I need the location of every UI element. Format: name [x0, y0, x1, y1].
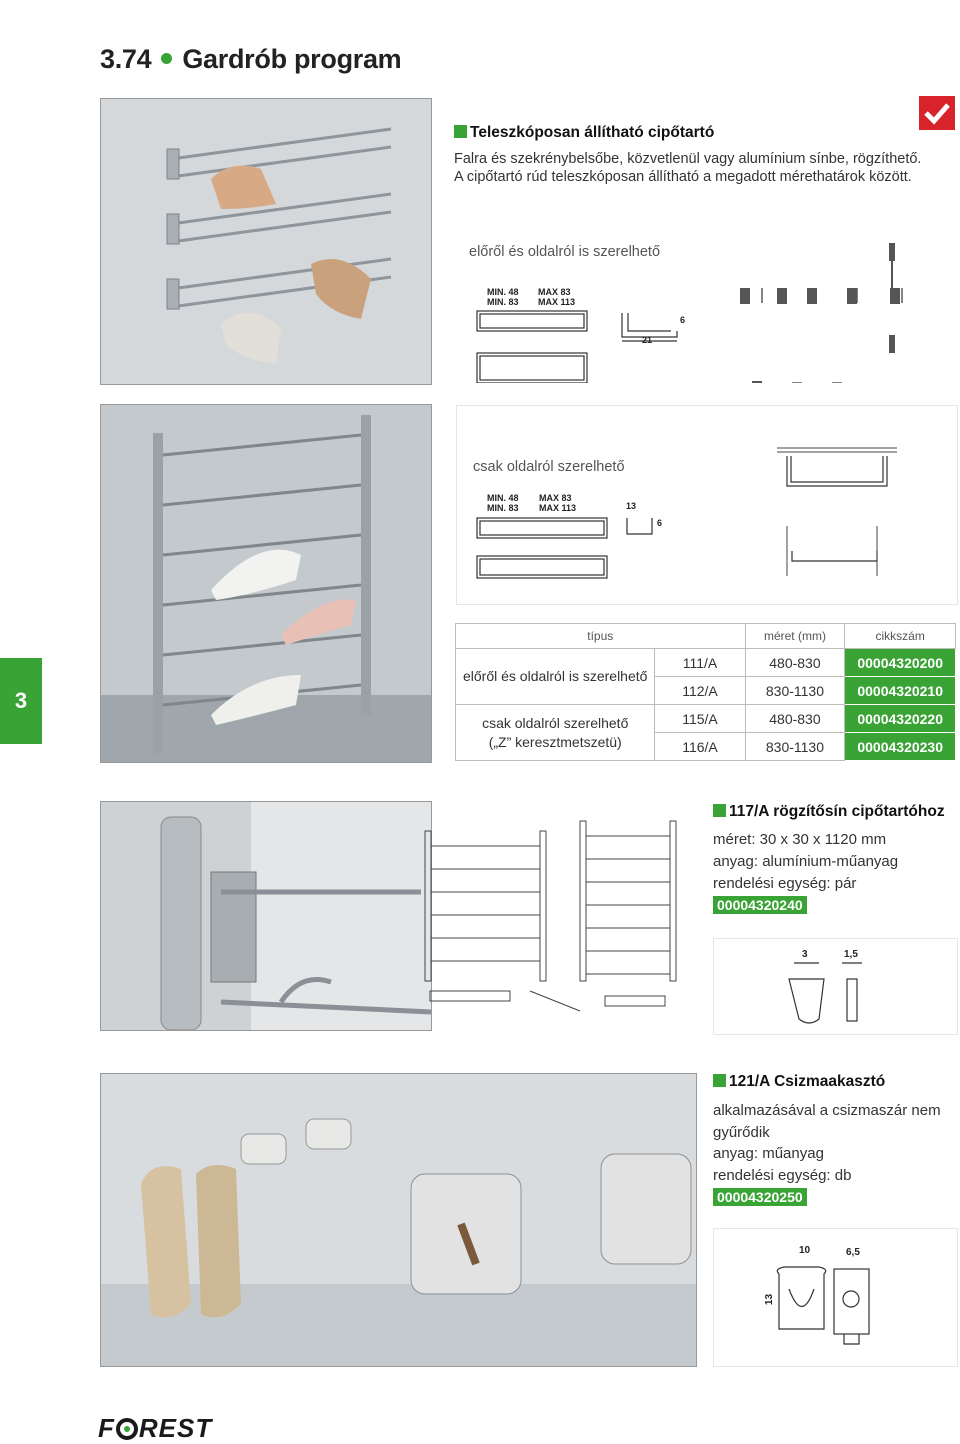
diagram1-caption: előről és oldalról is szerelhető — [469, 244, 661, 260]
section1-description-line1: Falra és szekrénybelsőbe, közvetlenül vagy alumínium sínbe, rögzíthető. — [454, 151, 922, 167]
rail-order-unit: rendelési egység: pár — [713, 875, 857, 892]
table-row — [456, 705, 956, 733]
rail-code-tag: 00004320240 — [713, 896, 807, 915]
boot-hanger-code-tag: 00004320250 — [713, 1188, 807, 1207]
rail-profile-diagram — [713, 938, 958, 1035]
rail-size: méret: 30 x 30 x 1120 mm — [713, 831, 887, 848]
green-square-icon — [454, 125, 467, 138]
shoe-rack-photo-1 — [100, 98, 432, 385]
spec-table — [455, 623, 956, 761]
col-header-size: méret (mm) — [745, 624, 845, 649]
rail-material: anyag: alumínium-műanyag — [713, 853, 899, 870]
dim-1-5: 1,5 — [844, 949, 858, 960]
dim-3: 3 — [802, 949, 808, 960]
dim-max113: MAX 113 — [538, 297, 576, 307]
type-cell: 112/A — [655, 677, 745, 705]
section1-description-line2: A cipőtartó rúd teleszkóposan állítható a megadott mérethatárok között. — [454, 169, 912, 185]
dim-6-5: 6,5 — [846, 1247, 860, 1258]
dim2-max83: MAX 83 — [539, 493, 572, 503]
boot-hanger-material: anyag: műanyag — [713, 1145, 824, 1162]
code-cell: 00004320210 — [845, 677, 956, 705]
size-cell: 830-1130 — [745, 733, 845, 761]
green-square-icon — [713, 804, 726, 817]
section-heading-telescopic: Teleszkóposan állítható cipőtartó — [454, 124, 714, 142]
group-side-only: csak oldalról szerelhető („Z” keresztmetszetü) — [456, 705, 655, 761]
dim-21: 21 — [642, 335, 653, 345]
green-square-icon — [713, 1074, 726, 1087]
code-cell: 00004320200 — [845, 649, 956, 677]
boot-hanger-desc-2: gyűrődik — [713, 1124, 770, 1141]
section-heading-boot-hanger: 121/A Csizmaakasztó — [713, 1073, 885, 1091]
dim-min48: MIN. 48 — [487, 287, 519, 297]
dim2-6: 6 — [657, 518, 663, 528]
table-header-row — [456, 624, 956, 649]
mounting-diagram-2 — [456, 405, 958, 605]
dim-min83: MIN. 83 — [487, 297, 519, 307]
col-header-type: típus — [456, 624, 746, 649]
section-heading-rail: 117/A rögzítősín cipőtartóhoz — [713, 803, 945, 821]
dim-13: 13 — [764, 1293, 776, 1306]
boot-hanger-diagram — [713, 1228, 958, 1367]
rail-photo — [100, 801, 432, 1031]
boot-hanger-order-unit: rendelési egység: db — [713, 1167, 852, 1184]
page-title: 3.74 Gardrób program — [100, 44, 402, 74]
boot-hanger-desc-1: alkalmazásával a csizmaszár nem — [713, 1102, 941, 1119]
forest-logo: F REST — [98, 1413, 213, 1443]
type-cell: 111/A — [655, 649, 745, 677]
diagram2-caption: csak oldalról szerelhető — [473, 459, 625, 475]
checkmark-icon — [919, 96, 955, 130]
group-front-side: előről és oldalról is szerelhető — [456, 649, 655, 705]
dim-10: 10 — [799, 1245, 811, 1256]
dim-max83: MAX 83 — [538, 287, 571, 297]
type-cell: 115/A — [655, 705, 745, 733]
type-cell: 116/A — [655, 733, 745, 761]
bullet-dot-icon — [161, 53, 172, 64]
dim-6: 6 — [680, 315, 686, 325]
rail-diagram — [400, 801, 696, 1029]
size-cell: 480-830 — [745, 649, 845, 677]
dim2-min83: MIN. 83 — [487, 503, 519, 513]
code-cell: 00004320220 — [845, 705, 956, 733]
dim2-max113: MAX 113 — [539, 503, 577, 513]
chapter-tab: 3 — [0, 658, 42, 744]
shoe-rack-photo-2 — [100, 404, 432, 763]
dim2-min48: MIN. 48 — [487, 493, 519, 503]
dim2-13: 13 — [626, 501, 637, 511]
logo-o-icon — [116, 1418, 138, 1440]
table-row — [456, 649, 956, 677]
mounting-diagram-1 — [462, 213, 956, 383]
code-cell: 00004320230 — [845, 733, 956, 761]
size-cell: 480-830 — [745, 705, 845, 733]
boot-hanger-photo — [100, 1073, 697, 1367]
col-header-code: cikkszám — [845, 624, 956, 649]
size-cell: 830-1130 — [745, 677, 845, 705]
